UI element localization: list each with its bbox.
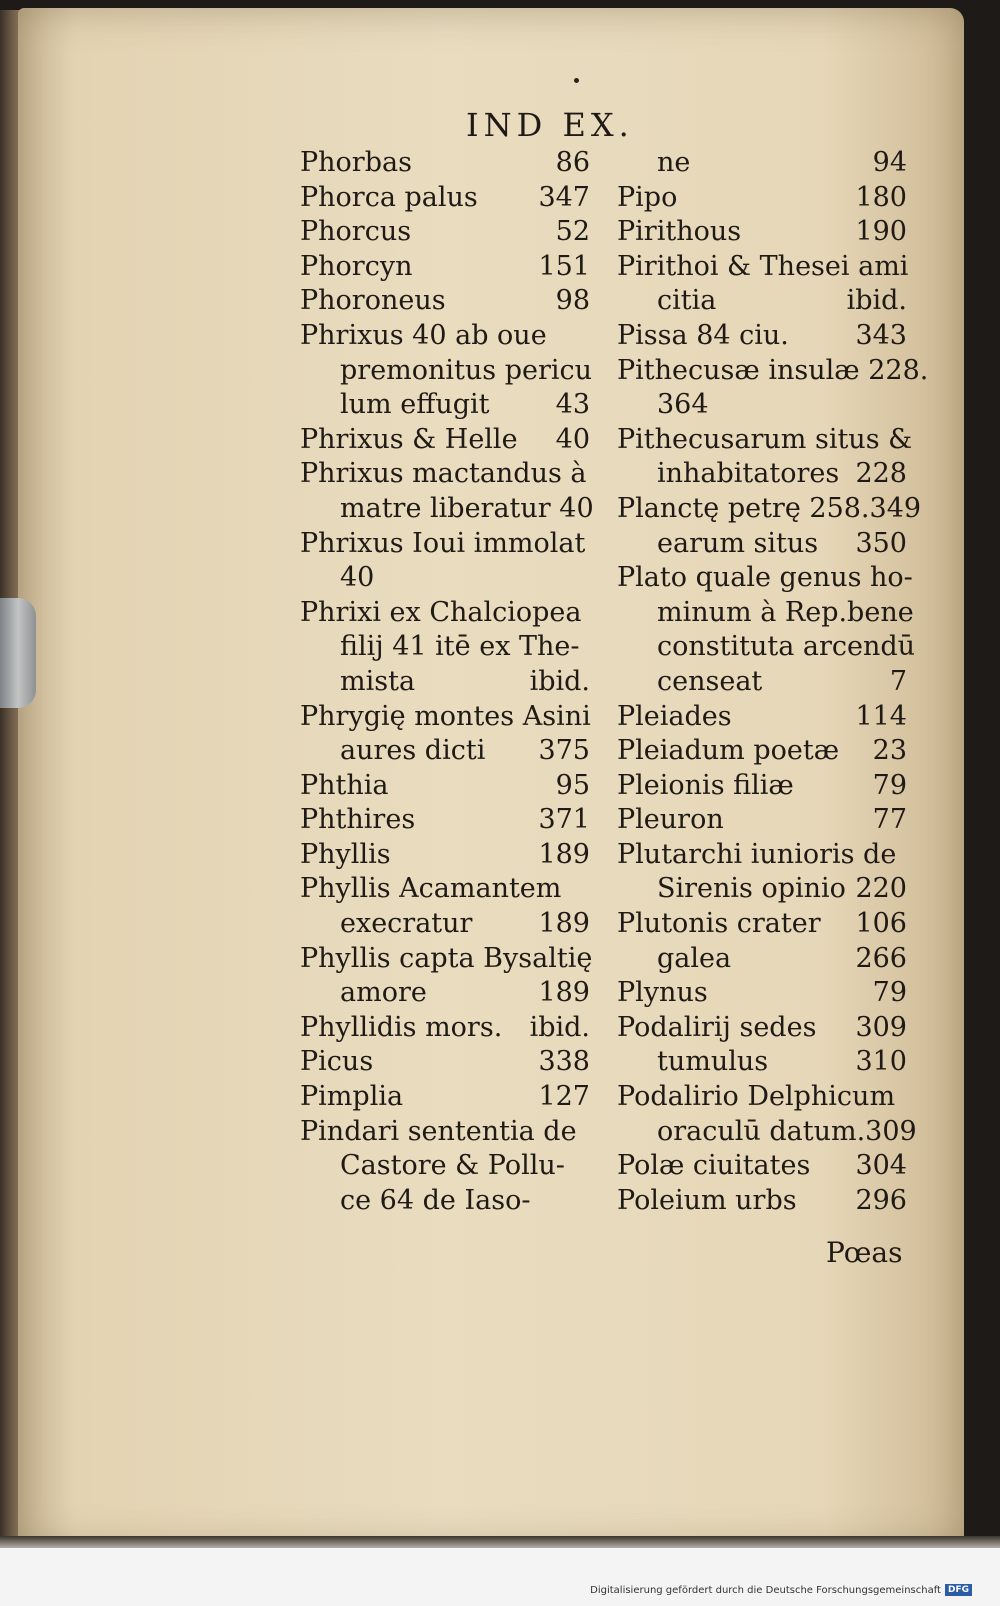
entry-text: Castore & Pollu- (340, 1150, 565, 1182)
entry-page-number: 343 (855, 319, 907, 351)
entry-page-number: 114 (855, 700, 907, 732)
entry-text: citia (657, 285, 717, 317)
index-entry (617, 976, 907, 1011)
entry-text: Phorbas (300, 147, 412, 178)
entry-text: Sirenis opinio (657, 873, 846, 905)
index-entry (300, 976, 590, 1011)
entry-page-number: 228 (855, 458, 907, 490)
catchword: Pœas (826, 1236, 903, 1269)
index-entry (617, 734, 907, 769)
index-entry (617, 319, 907, 354)
index-entry (300, 872, 590, 907)
entry-text: Podalirij sedes (617, 1011, 817, 1043)
index-entry (300, 354, 593, 389)
entry-text: Phrixus Ioui immolat (300, 527, 586, 559)
entry-text: Phyllidis mors. (300, 1011, 503, 1043)
index-entry (300, 630, 590, 665)
index-entry (300, 665, 590, 700)
entry-text: Phthia (300, 769, 389, 801)
dfg-logo: DFG (945, 1584, 972, 1596)
index-entry (617, 250, 907, 285)
index-entry (300, 561, 590, 596)
entry-page-number: 189 (538, 908, 590, 940)
entry-text: execratur (340, 908, 473, 940)
index-entry (617, 596, 914, 631)
index-entry (617, 630, 916, 665)
entry-page-number: 127 (538, 1081, 590, 1113)
entry-page-number: 7 (889, 665, 907, 697)
entry-text: 364 (657, 389, 709, 421)
entry-text: Phorca palus (300, 181, 478, 213)
entry-page-number: 375 (538, 735, 590, 767)
entry-text: Plato quale genus ho- (617, 562, 913, 594)
entry-text: galea (657, 942, 732, 974)
entry-text: Plutarchi iunioris de (617, 838, 897, 870)
index-entry (300, 181, 590, 216)
entry-text: Phrixus & Helle (300, 423, 518, 455)
entry-text: Pithecusæ insulæ 228. (617, 354, 929, 386)
entry-text: Picus (300, 1046, 374, 1078)
index-entry (300, 146, 590, 181)
entry-text: Pimplia (300, 1081, 404, 1113)
entry-text: Pissa 84 ciu. (617, 319, 789, 351)
entry-text: 40 (340, 562, 375, 594)
entry-page-number: ibid. (529, 1011, 590, 1043)
entry-text: oraculū datum.309 (657, 1115, 917, 1147)
entry-page-number: ibid. (529, 665, 590, 697)
page-clip (0, 598, 36, 708)
entry-page-number: 43 (555, 389, 590, 421)
entry-text: matre liberatur 40 (340, 492, 594, 524)
entry-text: Plutonis crater (617, 908, 821, 940)
entry-text: Phyllis capta Bysaltię (300, 942, 593, 974)
index-entry (617, 907, 907, 942)
index-entry (300, 942, 593, 977)
entry-text: Planctę petrę 258.349 (617, 492, 922, 524)
footer-text: Digitalisierung gefördert durch die Deutsche Forschungsgemeinschaft (590, 1584, 941, 1596)
index-entry (300, 1011, 590, 1046)
index-entry (300, 1149, 590, 1184)
index-entry (617, 1184, 907, 1219)
entry-page-number: 220 (855, 873, 907, 905)
entry-text: Phrixus mactandus à (300, 458, 587, 490)
entry-page-number: 98 (555, 285, 590, 317)
index-entry (617, 1011, 907, 1046)
index-entry (300, 492, 594, 527)
index-entry (617, 665, 907, 700)
entry-page-number: 189 (538, 977, 590, 1009)
entry-text: Pipo (617, 181, 678, 213)
index-entry (300, 215, 590, 250)
index-entry (617, 388, 907, 423)
entry-text: inhabitatores (657, 458, 840, 490)
index-entry (617, 423, 913, 458)
entry-text: censeat (657, 665, 763, 697)
entry-text: filij 41 itē ex The- (340, 631, 580, 663)
entry-text: premonitus pericu (340, 354, 593, 386)
entry-text: Polæ ciuitates (617, 1150, 811, 1182)
index-column-left (300, 146, 594, 1218)
entry-text: Pirithous (617, 216, 742, 248)
entry-page-number: 304 (855, 1150, 907, 1182)
entry-text: Poleium urbs (617, 1184, 797, 1216)
entry-page-number: 371 (538, 804, 590, 836)
digitization-footer (590, 1584, 972, 1596)
entry-page-number: 296 (855, 1184, 907, 1216)
entry-page-number: 347 (538, 181, 590, 213)
entry-text: earum situs (657, 527, 819, 559)
index-entry (617, 181, 907, 216)
entry-page-number: 190 (855, 216, 907, 248)
index-entry (300, 388, 590, 423)
index-entry (617, 457, 907, 492)
entry-text: mista (340, 665, 416, 697)
entry-text: lum effugit (340, 389, 490, 421)
entry-text: Phrygię montes Asini (300, 700, 591, 732)
index-entry (617, 1080, 907, 1115)
index-entry (300, 700, 590, 735)
entry-text: Phrixus 40 ab oue (300, 319, 547, 351)
index-column-right (617, 146, 929, 1218)
entry-page-number: ibid. (846, 285, 907, 317)
index-entry (300, 457, 590, 492)
entry-page-number: 151 (538, 250, 590, 282)
index-entry (300, 1115, 590, 1150)
entry-page-number: 79 (872, 977, 907, 1009)
entry-text: ne (657, 147, 691, 178)
index-entry (300, 1080, 590, 1115)
index-entry (617, 215, 907, 250)
index-entry (617, 284, 907, 319)
entry-page-number: 40 (555, 423, 590, 455)
index-entry (617, 838, 907, 873)
page-title: IND EX. (466, 106, 634, 144)
entry-text: Phorcus (300, 216, 412, 248)
entry-page-number: 338 (538, 1046, 590, 1078)
entry-text: Pindari sententia de (300, 1115, 577, 1147)
entry-text: Phthires (300, 804, 416, 836)
entry-page-number: 95 (555, 769, 590, 801)
entry-page-number: 310 (855, 1046, 907, 1078)
index-entry (617, 146, 907, 181)
index-entry (617, 561, 913, 596)
index-entry (300, 1184, 590, 1219)
index-entry (617, 1115, 917, 1150)
index-entry (617, 1149, 907, 1184)
entry-text: Plynus (617, 977, 708, 1009)
entry-page-number: 350 (855, 527, 907, 559)
index-entry (300, 838, 590, 873)
index-entry (300, 284, 590, 319)
entry-page-number: 23 (872, 735, 907, 767)
entry-page-number: 266 (855, 942, 907, 974)
index-entry (617, 769, 907, 804)
index-entry (300, 319, 590, 354)
index-entry (300, 907, 590, 942)
entry-text: ce 64 de Iaso- (340, 1184, 531, 1216)
index-entry (617, 700, 907, 735)
entry-page-number: 180 (855, 181, 907, 213)
entry-text: Pleiades (617, 700, 732, 732)
entry-text: aures dicti (340, 735, 486, 767)
entry-page-number: 52 (555, 216, 590, 248)
entry-page-number: 94 (872, 147, 907, 178)
entry-text: Podalirio Delphicum (617, 1081, 896, 1113)
entry-text: Pirithoi & Thesei ami (617, 250, 909, 282)
entry-text: Pleuron (617, 804, 724, 836)
index-entry (300, 769, 590, 804)
entry-text: tumulus (657, 1046, 769, 1078)
index-entry (300, 423, 590, 458)
entry-text: Phoroneus (300, 285, 446, 317)
index-entry (617, 354, 929, 389)
entry-text: constituta arcendū (657, 631, 916, 663)
index-entry (300, 250, 590, 285)
entry-text: Pleionis filiæ (617, 769, 794, 801)
index-entry (617, 942, 907, 977)
entry-text: Pithecusarum situs & (617, 423, 913, 455)
page-mark (574, 78, 579, 83)
index-entry (617, 492, 922, 527)
entry-text: Phrixi ex Chalciopea (300, 596, 582, 628)
index-entry (617, 527, 907, 562)
index-entry (300, 527, 590, 562)
entry-text: amore (340, 977, 427, 1009)
scan-footer-band (0, 1548, 1000, 1606)
index-entry (617, 1045, 907, 1080)
entry-text: Pleiadum poetæ (617, 735, 840, 767)
entry-page-number: 189 (538, 838, 590, 870)
index-entry (300, 596, 590, 631)
entry-page-number: 79 (872, 769, 907, 801)
entry-text: Phorcyn (300, 250, 413, 282)
entry-page-number: 309 (855, 1011, 907, 1043)
index-entry (300, 1045, 590, 1080)
entry-text: Phyllis (300, 838, 391, 870)
entry-page-number: 86 (555, 147, 590, 178)
index-entry (617, 872, 907, 907)
entry-text: Phyllis Acamantem (300, 873, 562, 905)
index-entry (300, 734, 590, 769)
entry-page-number: 106 (855, 908, 907, 940)
index-entry (300, 803, 590, 838)
index-entry (617, 803, 907, 838)
entry-page-number: 77 (872, 804, 907, 836)
entry-text: minum à Rep.bene (657, 596, 914, 628)
